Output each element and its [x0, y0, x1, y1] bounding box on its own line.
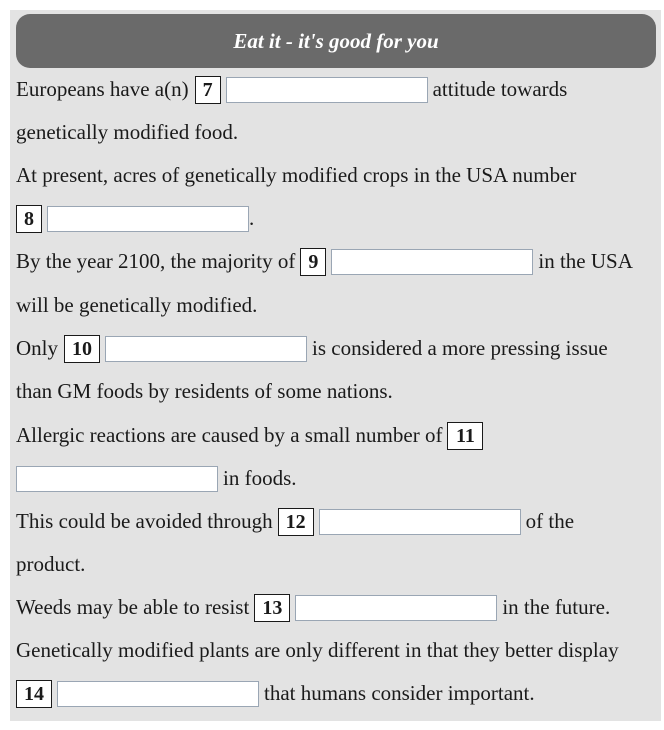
question-10-continuation: than GM foods by residents of some nations. — [16, 379, 393, 403]
question-10-number: 10 — [64, 335, 100, 363]
question-8-text-after: . — [249, 206, 255, 230]
question-7-number: 7 — [195, 76, 221, 104]
question-10-text-before: Only — [16, 336, 58, 360]
answer-11-input[interactable] — [16, 466, 218, 492]
question-10-line — [16, 327, 608, 370]
answer-10-input[interactable] — [105, 336, 307, 362]
question-14-line — [16, 672, 535, 715]
question-8-lead-line — [16, 154, 576, 197]
question-13-line — [16, 586, 610, 629]
exercise-title: Eat it - it's good for you — [16, 14, 656, 68]
question-12-continuation-line — [16, 543, 85, 586]
answer-9-input[interactable] — [331, 249, 533, 275]
question-14-text-after: that humans consider important. — [264, 681, 535, 705]
question-7-line — [16, 68, 567, 111]
question-13-text-after: in the future. — [502, 595, 611, 619]
question-9-text-before: By the year 2100, the majority of — [16, 249, 296, 273]
question-9-text-after: in the USA — [538, 249, 633, 273]
question-7-continuation-line — [16, 111, 238, 154]
answer-12-input[interactable] — [319, 509, 521, 535]
question-9-line — [16, 240, 633, 283]
question-9-continuation: will be genetically modified. — [16, 293, 258, 317]
question-12-text-after: of the — [525, 509, 575, 533]
question-9-continuation-line — [16, 284, 257, 327]
answer-13-input[interactable] — [295, 595, 497, 621]
question-7-text-after: attitude towards — [432, 77, 568, 101]
question-14-lead-line — [16, 629, 619, 672]
question-7-continuation: genetically modified food. — [16, 120, 239, 144]
question-13-text-before: Weeds may be able to resist — [16, 595, 250, 619]
exercise-panel — [10, 10, 661, 721]
question-8-number: 8 — [16, 205, 42, 233]
question-12-number: 12 — [278, 508, 314, 536]
question-8-line — [16, 197, 254, 240]
question-11-text-before: Allergic reactions are caused by a small number of — [16, 423, 443, 447]
question-11-number: 11 — [447, 422, 483, 450]
question-12-line — [16, 500, 574, 543]
question-11-text-after: in foods. — [223, 466, 297, 490]
question-11-answer-line — [16, 457, 297, 500]
question-12-continuation: product. — [16, 552, 86, 576]
question-12-text-before: This could be avoided through — [16, 509, 273, 533]
question-14-lead: Genetically modified plants are only different in that they better display — [16, 638, 619, 662]
question-10-text-after: is considered a more pressing issue — [312, 336, 608, 360]
question-14-number: 14 — [16, 680, 52, 708]
question-13-number: 13 — [254, 594, 290, 622]
question-9-number: 9 — [300, 248, 326, 276]
answer-8-input[interactable] — [47, 206, 249, 232]
question-7-text-before: Europeans have a(n) — [16, 77, 189, 101]
question-8-lead: At present, acres of genetically modified crops in the USA number — [16, 163, 577, 187]
answer-7-input[interactable] — [226, 77, 428, 103]
answer-14-input[interactable] — [57, 681, 259, 707]
question-10-continuation-line — [16, 370, 393, 413]
question-11-line — [16, 414, 483, 457]
